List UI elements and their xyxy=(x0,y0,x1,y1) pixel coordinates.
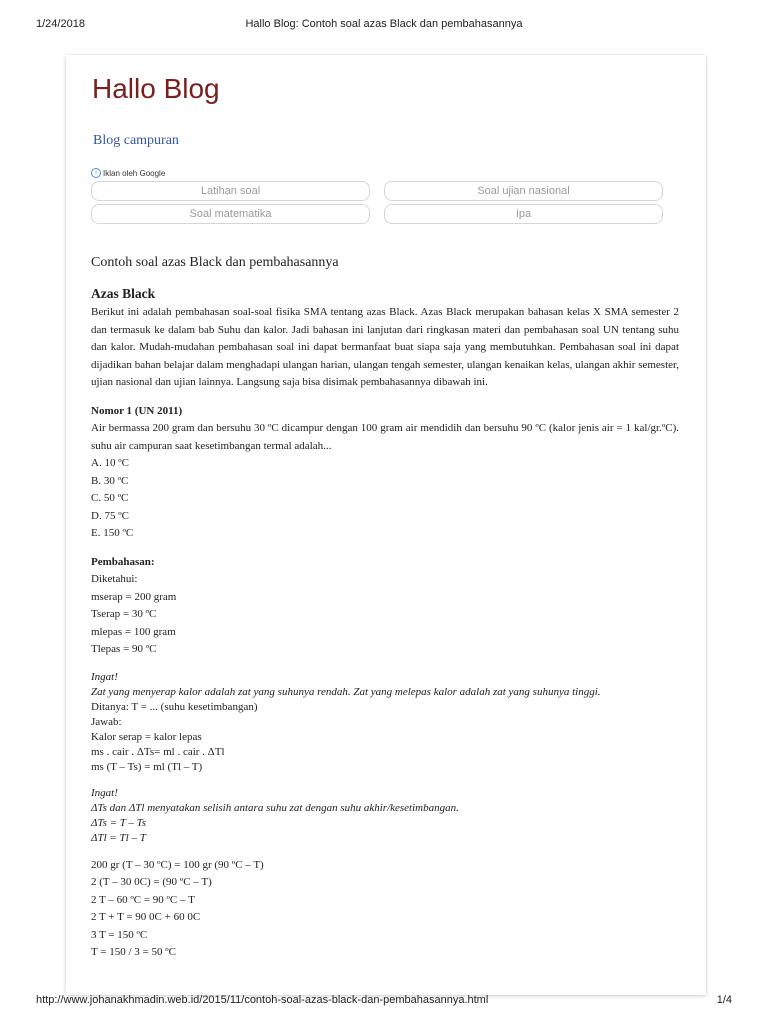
note2-line-3: ΔTl = Tl – T xyxy=(91,831,146,844)
known-label: Diketahui: xyxy=(91,573,138,585)
note2-title: Ingat! xyxy=(91,786,118,799)
step-1: 200 gr (T – 30 ºC) = 100 gr (90 ºC – T) xyxy=(91,858,264,871)
ad-link-ipa[interactable]: Ipa xyxy=(384,204,663,224)
print-url[interactable]: http://www.johanakhmadin.web.id/2015/11/contoh-soal-azas-black-dan-pembahasannya.html xyxy=(36,994,489,1006)
option-e: E. 150 ºC xyxy=(91,527,134,539)
ad-link-latihan-soal[interactable]: Latihan soal xyxy=(91,181,370,201)
post-body xyxy=(91,285,679,962)
print-header xyxy=(0,18,768,32)
answer-label: Jawab: xyxy=(91,715,122,728)
note2-line-1: ΔTs dan ΔTl menyatakan selisih antara suhu zat dengan suhu akhir/kesetimbangan. xyxy=(91,801,459,814)
blog-card xyxy=(66,55,706,995)
note2-line-2: ΔTs = T – Ts xyxy=(91,816,147,829)
step-6: T = 150 / 3 = 50 ºC xyxy=(91,946,176,958)
note1-text: Zat yang menyerap kalor adalah zat yang suhunya rendah. Zat yang melepas kalor adalah zat yang suhunya tinggi. xyxy=(91,685,601,698)
known-tlepas: Tlepas = 90 ºC xyxy=(91,643,157,655)
asked-text: Ditanya: T = ... (suhu kesetimbangan) xyxy=(91,700,258,713)
post-heading: Azas Black xyxy=(91,286,156,301)
step-5: 3 T = 150 ºC xyxy=(91,928,148,941)
solution-title: Pembahasan: xyxy=(91,555,155,568)
option-a: A. 10 ºC xyxy=(91,457,129,469)
ad-link-soal-matematika[interactable]: Soal matematika xyxy=(91,204,370,224)
note1-title: Ingat! xyxy=(91,670,118,683)
print-page-number: 1/4 xyxy=(716,994,732,1006)
equation-2: ms . cair . ΔTs= ml . cair . ΔTl xyxy=(91,745,225,758)
known-tserap: Tserap = 30 ºC xyxy=(91,608,157,620)
equation-1: Kalor serap = kalor lepas xyxy=(91,730,202,743)
known-mserap: mserap = 200 gram xyxy=(91,590,177,603)
ads-label-text: Iklan oleh Google xyxy=(103,168,166,178)
known-mlepas: mlepas = 100 gram xyxy=(91,625,176,638)
question-text: Air bermassa 200 gram dan bersuhu 30 ºC dicampur dengan 100 gram air mendidih dan bersuhu 90 ºC (kalor jenis air = 1 kal/gr.ºC). suhu air campuran saat kesetimbangan termal adalah... xyxy=(91,422,679,452)
post-title[interactable]: Contoh soal azas Black dan pembahasannya xyxy=(91,255,339,270)
step-3: 2 T – 60 ºC = 90 ºC – T xyxy=(91,893,195,906)
blog-description: Blog campuran xyxy=(93,133,179,148)
info-icon[interactable]: i xyxy=(91,168,101,178)
ad-link-soal-ujian-nasional[interactable]: Soal ujian nasional xyxy=(384,181,663,201)
step-2: 2 (T – 30 0C) = (90 ºC – T) xyxy=(91,876,212,888)
step-4: 2 T + T = 90 0C + 60 0C xyxy=(91,911,201,923)
print-title: Hallo Blog: Contoh soal azas Black dan pembahasannya xyxy=(245,18,523,30)
print-date: 1/24/2018 xyxy=(36,18,85,30)
option-c: C. 50 ºC xyxy=(91,492,129,504)
question-title: Nomor 1 (UN 2011) xyxy=(91,404,183,417)
blog-title[interactable]: Hallo Blog xyxy=(92,73,220,104)
equation-3: ms (T – Ts) = ml (Tl – T) xyxy=(91,760,203,773)
post-intro: Berikut ini adalah pembahasan soal-soal fisika SMA tentang azas Black. Azas Black merupakan bahasan kelas X SMA semester 2 dan termasuk ke dalam bab Suhu dan kalor. Jadi bahasan ini lanjutan dari ringkasan materi dan pembahasan soal UN tentang suhu dan kalor. Mudah-mudahan pembahasan soal ini dapat bermanfaat buat siapa saja yang membutuhkan. Pembahasan soal ini dapat dijadikan bahan belajar dalam menghadapi ulangan harian, ulangan tengah semester, ulangan kenaikan kelas, ulangan akhir semester, ujian nasional dan ujian lainnya. Langsung saja bisa disimak pembahasannya dibawah ini. xyxy=(91,306,679,388)
option-d: D. 75 ºC xyxy=(91,509,129,522)
ads-label xyxy=(91,168,165,178)
option-b: B. 30 ºC xyxy=(91,474,129,487)
